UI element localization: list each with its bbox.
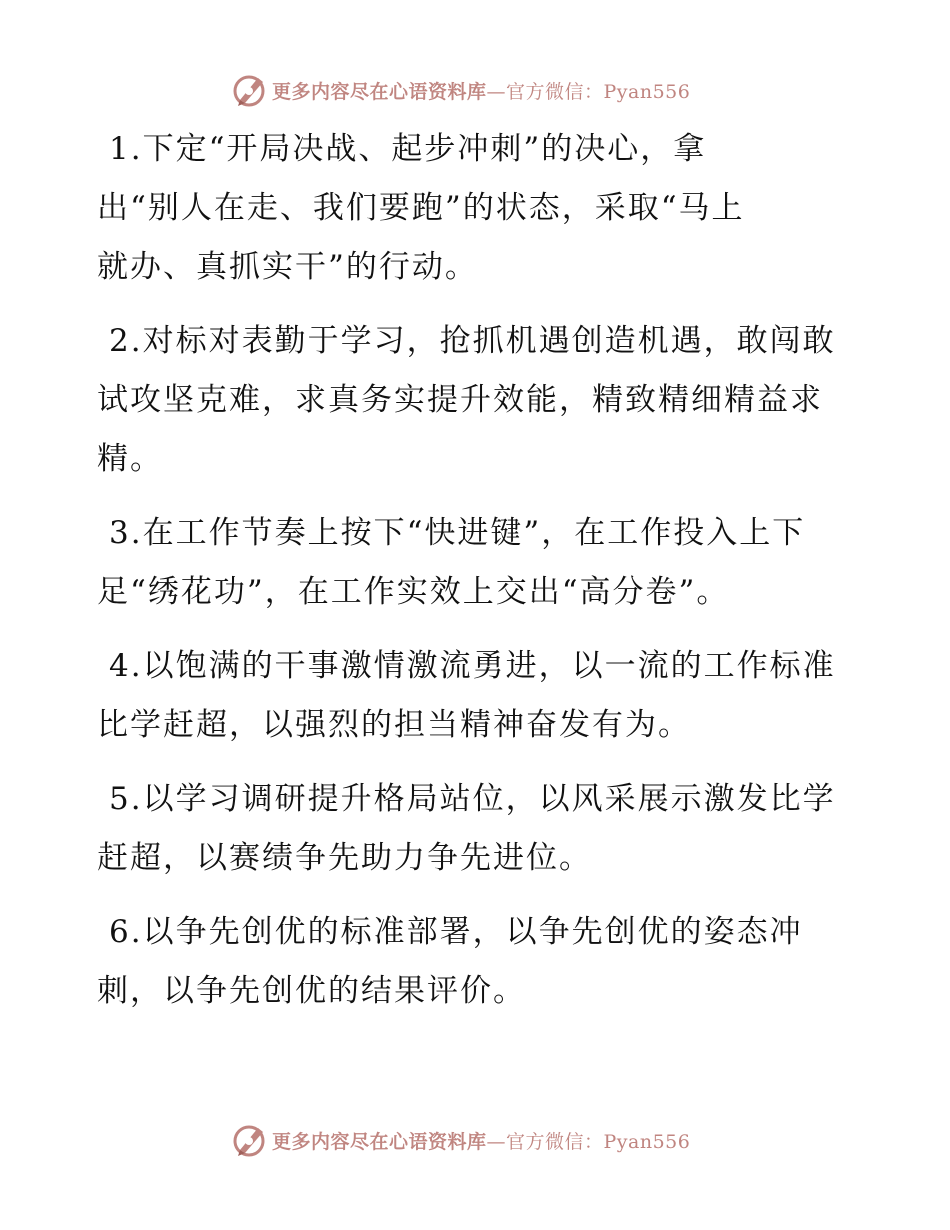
item-text: 以争先创优的标准部署，以争先创优的姿态冲刺，以争先创优的结果评价。 xyxy=(97,914,803,1009)
item-text: 以学习调研提升格局站位，以风采展示激发比学赶超，以赛绩争先助力争先进位。 xyxy=(97,781,836,876)
item-number: 3. xyxy=(109,515,143,551)
item-number: 4. xyxy=(109,648,143,684)
item-number: 2. xyxy=(109,323,143,359)
list-item xyxy=(97,312,857,489)
watermark-wechat-text: —官方微信：Pyan556 xyxy=(486,80,691,103)
watermark-wechat-text: —官方微信：Pyan556 xyxy=(486,1130,691,1153)
item-text: 对标对表勤于学习，抢抓机遇创造机遇，敢闯敢试攻坚克难，求真务实提升效能，精致精细精益求精。 xyxy=(97,323,836,477)
item-text: 下定“开局决战、起步冲刺”的决心，拿出“别人在走、我们要跑”的状态，采取“马上就办、真抓实干”的行动。 xyxy=(97,131,745,285)
list-item xyxy=(97,120,857,297)
list-item xyxy=(97,770,857,888)
watermark-main-text: 更多内容尽在心语资料库 xyxy=(272,80,487,103)
item-number: 1. xyxy=(109,131,143,167)
header-watermark xyxy=(232,71,690,109)
watermark-main-text: 更多内容尽在心语资料库 xyxy=(272,1130,487,1153)
item-number: 5. xyxy=(109,781,143,817)
footer-watermark xyxy=(232,1121,690,1159)
list-item xyxy=(97,903,857,1021)
document-body xyxy=(97,120,857,1021)
pen-logo-icon xyxy=(232,72,268,108)
list-item xyxy=(97,637,857,755)
item-text: 在工作节奏上按下“快进键”，在工作投入上下足“绣花功”，在工作实效上交出“高分卷”。 xyxy=(97,515,806,610)
pen-logo-icon xyxy=(232,1122,268,1158)
item-number: 6. xyxy=(109,914,143,950)
list-item xyxy=(97,504,857,622)
item-text: 以饱满的干事激情激流勇进，以一流的工作标准比学赶超，以强烈的担当精神奋发有为。 xyxy=(97,648,836,743)
